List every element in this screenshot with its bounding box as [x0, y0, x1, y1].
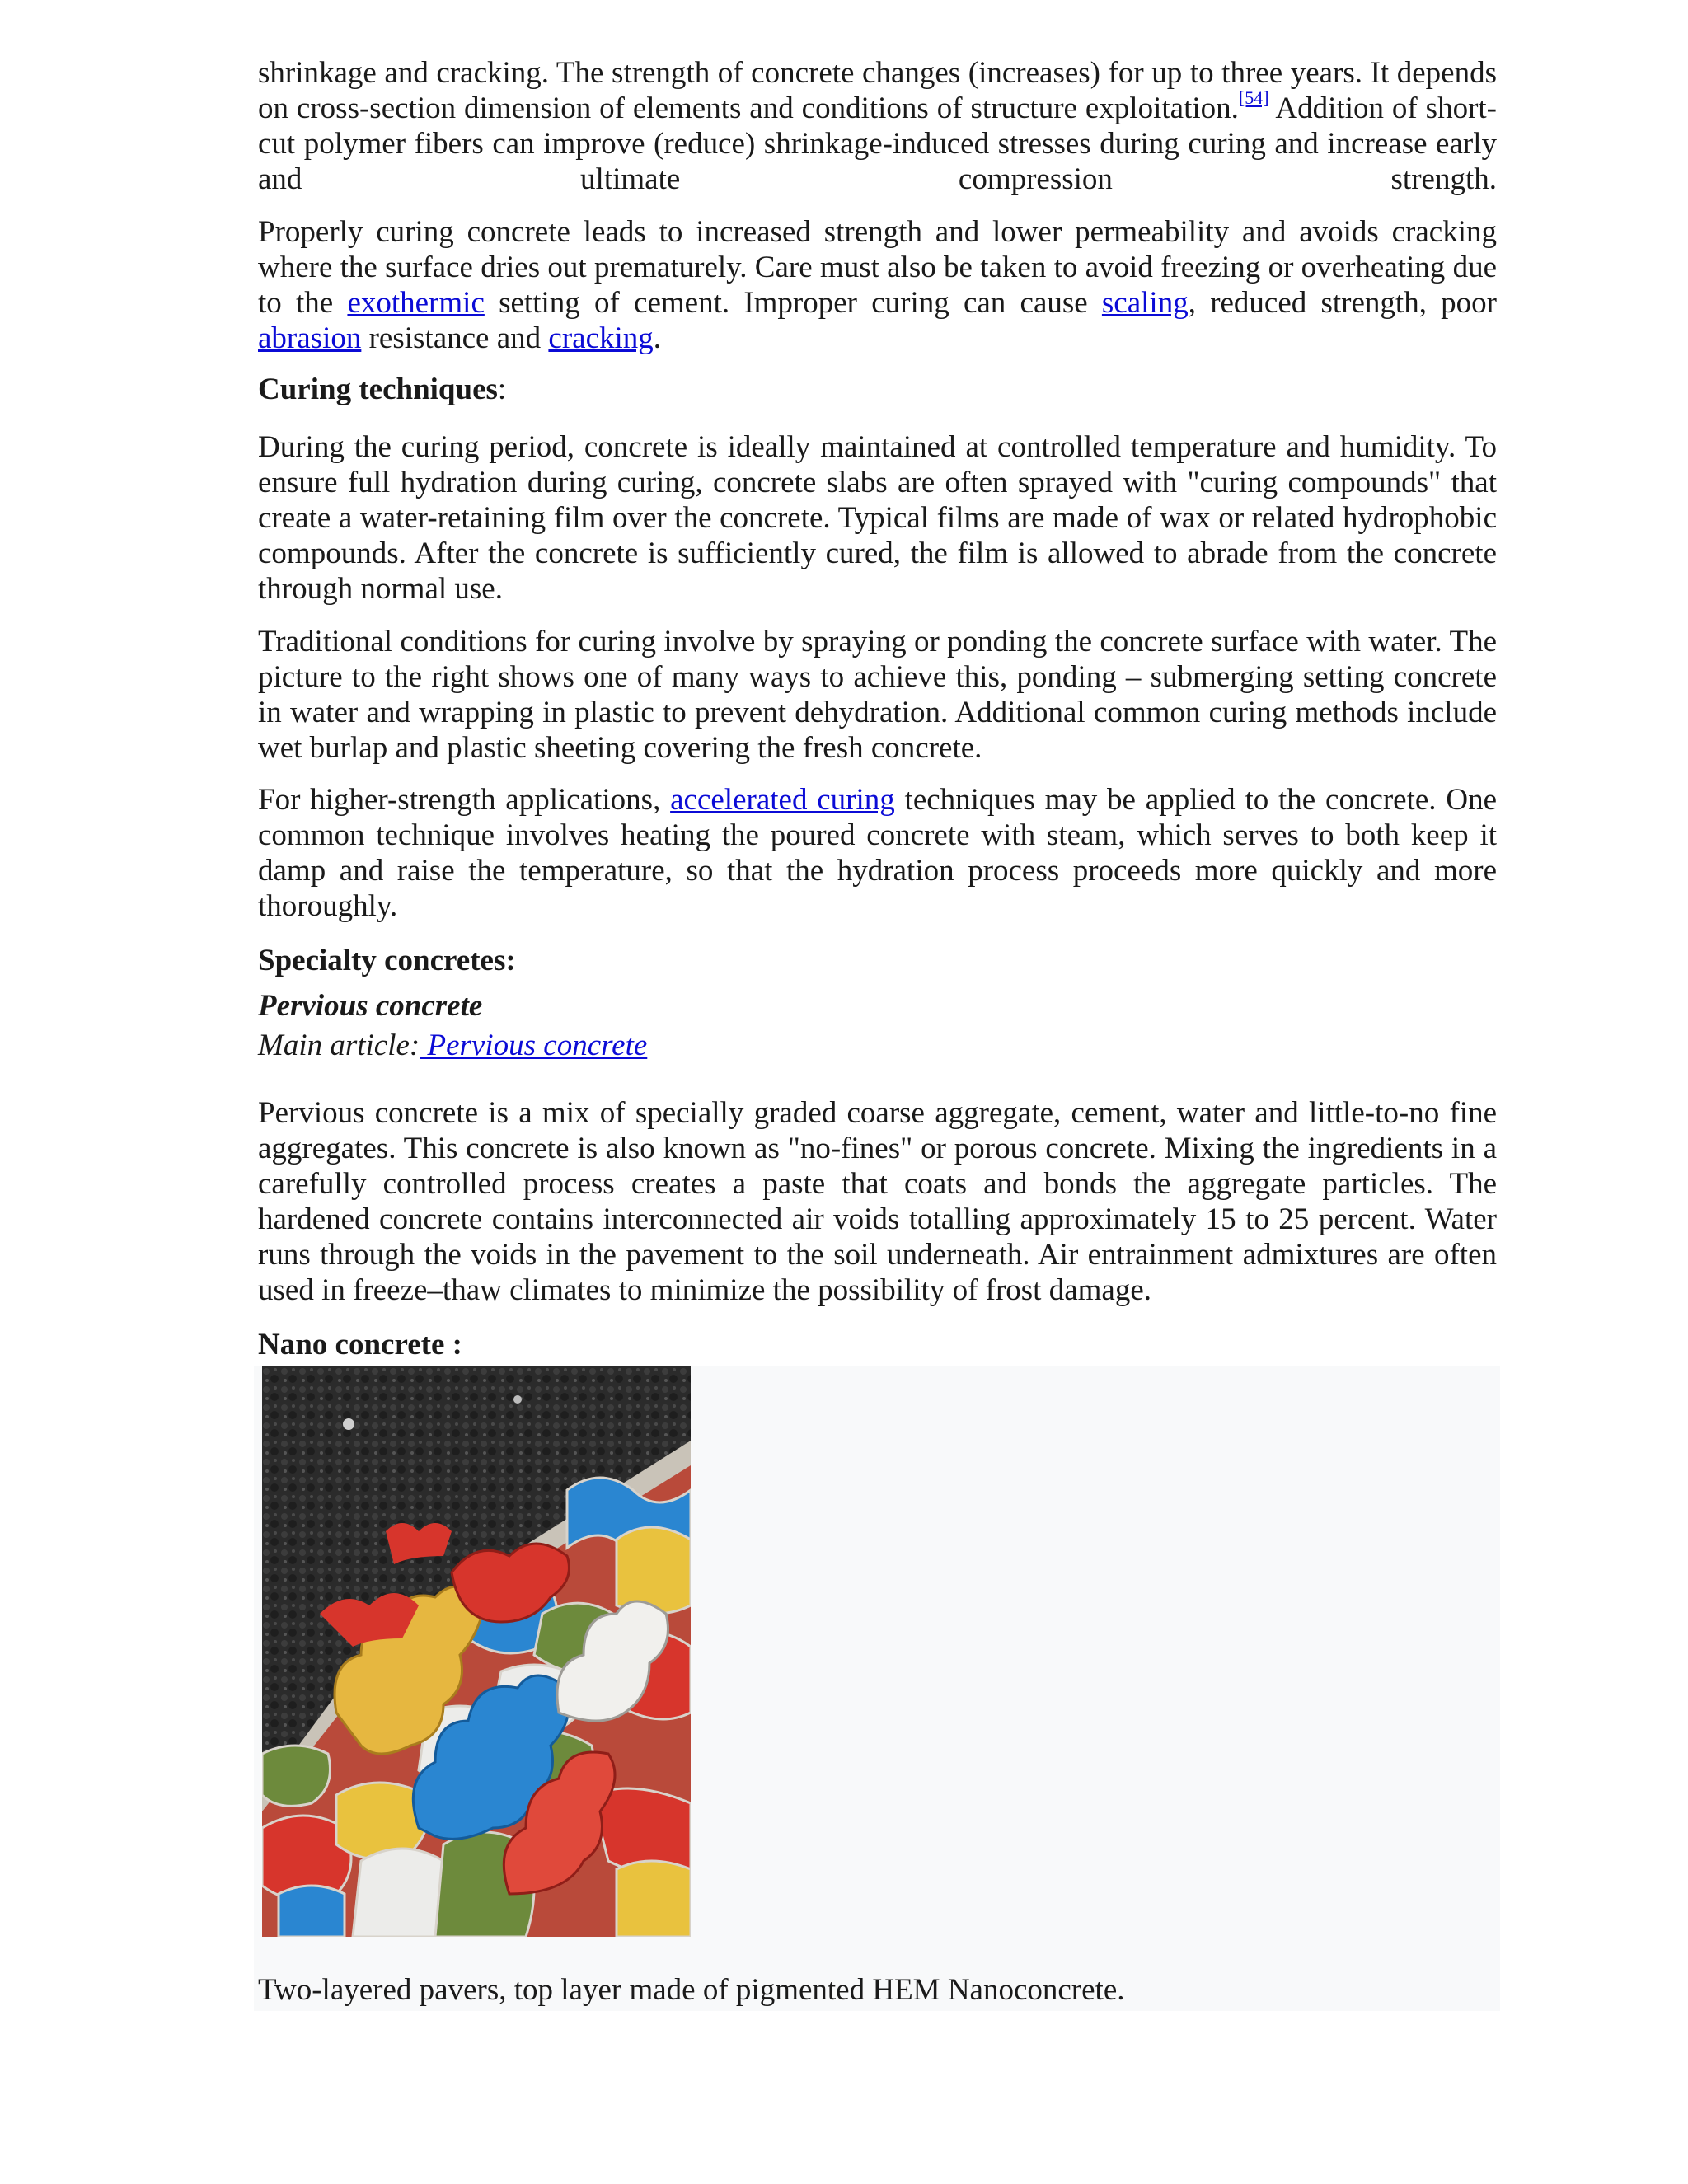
para5-text-2: techniques may be applied to the concrete. One common technique involves heating the poured concrete with steam, which serves to both keep it damp and raise the temperature, so that the hydration process proceeds more quickly and more thoroughly. [258, 783, 1497, 923]
cracking-link[interactable]: cracking [548, 321, 654, 355]
main-article-label: Main article: [258, 1029, 420, 1062]
para2-text-2: setting of cement. Improper curing can cause [484, 286, 1102, 320]
paver-photo[interactable] [262, 1366, 691, 1937]
accelerated-curing-link[interactable]: accelerated curing [670, 783, 895, 817]
curing-techniques-heading: Curing techniques [258, 373, 498, 406]
para4-text: Traditional conditions for curing involve by spraying or ponding the concrete surface with water. The picture to the right shows one of many ways to achieve this, ponding – submerging setting concrete in water and wrapping in plastic to prevent dehydration. Additional common curing methods include wet burlap and plastic sheeting covering the fresh concrete. [258, 625, 1497, 765]
scaling-link[interactable]: scaling [1101, 286, 1189, 320]
para6-text: Pervious concrete is a mix of specially graded coarse aggregate, cement, water and little-to-no fine aggregates. This concrete is also known as "no-fines" or porous concrete. Mixing the ingredients in a carefully controlled process creates a paste that coats and bonds the aggregate particles. The hardened concrete contains interconnected air voids totalling approximately 15 to 25 percent. Water runs through the voids in the pavement to the soil underneath. Air entrainment admixtures are often used in freeze–thaw climates to minimize the possibility of frost damage. [258, 1096, 1497, 1307]
para2-text-4: resistance and [361, 321, 549, 355]
pervious-concrete-heading: Pervious concrete [258, 989, 483, 1023]
specialty-concretes-heading: Specialty concretes: [258, 944, 516, 977]
exothermic-link[interactable]: exothermic [347, 286, 485, 320]
abrasion-link[interactable]: abrasion [258, 321, 362, 355]
curing-heading-colon: : [497, 373, 507, 406]
reference-54-link[interactable]: [54] [1238, 87, 1269, 108]
para3-text: During the curing period, concrete is ideally maintained at controlled temperature and humidity. To ensure full hydration during curing, concrete slabs are often sprayed with "curing compounds" that create a water-retaining film over the concrete. Typical films are made of wax or related hydrophobic compounds. After the concrete is sufficiently cured, the film is allowed to abrade from the concrete through normal use. [258, 430, 1497, 606]
specialty-concretes-section [258, 943, 1497, 978]
main-article-hatnote [258, 1028, 1497, 1063]
para1-text-2: Addition of short-cut polymer fibers can improve (reduce) shrinkage-induced stresses during curing and increase early and ultimate compression strength. [258, 91, 1498, 196]
paragraph-traditional-conditions [258, 624, 1497, 766]
figure-caption: Two-layered pavers, top layer made of pigmented HEM Nanoconcrete. [258, 1973, 1125, 2007]
paragraph-proper-curing [258, 214, 1497, 356]
paver-photo-image [262, 1366, 691, 1937]
paragraph-curing-period [258, 429, 1497, 607]
para2-text-3: , reduced strength, poor [1188, 286, 1497, 320]
para2-text-1: Properly curing concrete leads to increased strength and lower permeability and avoids cracking where the surface dries out prematurely. Care must also be taken to avoid freezing or overheating due to the [258, 215, 1497, 320]
nano-concrete-figure [254, 1366, 1500, 2011]
curing-techniques-heading-row [258, 372, 1497, 407]
paragraph-pervious-concrete [258, 1095, 1497, 1308]
paragraph-accelerated-curing [258, 782, 1497, 924]
pervious-concrete-main-article-link[interactable]: Pervious concrete [420, 1029, 648, 1062]
nano-concrete-section [258, 1327, 1497, 1362]
nano-concrete-heading: Nano concrete : [258, 1328, 462, 1361]
para5-text-1: For higher-strength applications, [258, 783, 671, 817]
paragraph-strength [258, 55, 1497, 197]
para2-text-5: . [653, 321, 662, 355]
pervious-concrete-section [258, 988, 1497, 1024]
para1-text-1: shrinkage and cracking. The strength of concrete changes (increases) for up to three years. It depends on cross-section dimension of elements and conditions of structure exploitation. [258, 56, 1497, 125]
